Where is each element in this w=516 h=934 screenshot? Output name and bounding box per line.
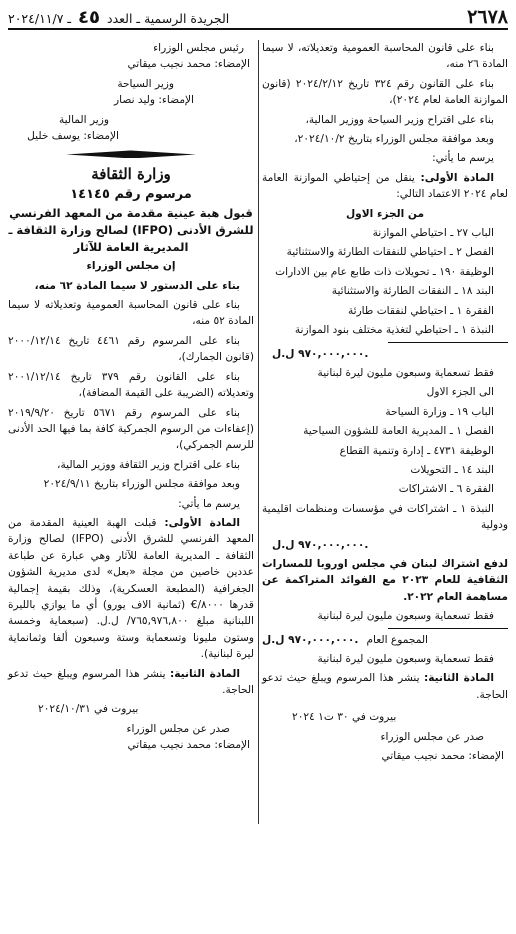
amount-rule <box>388 342 508 343</box>
tourism-minister-signature: الإمضاء: وليد نصار <box>114 94 194 107</box>
budget-line: الفصل ١ ـ المديرية العامة للشؤون السياحية <box>303 425 494 438</box>
issue-number: ٤٥ <box>78 6 101 28</box>
budget-line: الفصل ٢ ـ احتياطي للنفقات الطارئة والاستثنائية <box>286 246 494 259</box>
recital: وبعد موافقة مجلس الوزراء بتاريخ ٢٠٢٤/١٠/٢، <box>294 133 494 146</box>
finance-minister-signature: الإمضاء: يوسف خليل <box>27 130 119 143</box>
recital: بناء على القانون رقم ٣٧٩ تاريخ ٢٠٠١/١٢/١٤ وتعديلاته (الضريبة على القيمة المضافة)، <box>8 370 254 400</box>
signature: الإمضاء: محمد نجيب ميقاتي <box>127 739 250 752</box>
left-column <box>8 40 254 930</box>
article-text: قبلت الهبة العينية المقدمة من المعهد الفرنسي للشرق الأدنى (IFPO) لصالح وزارة الثقافة ـ المديرية العامة للآثار وهي عبارة عن طباعة عددين خاصين من مجلة «بعل» لدى مديرية الشؤون الجغرافية (المطبعة العسكرية)، وذلك بقيمة إجمالية قدرها ٨٠٠٠/€ (ثمانية الاف يورو) أي ما يوازي بالليرة اللبنانية مبلغ ٧٦٥,٩٧٦,٨٠٠/ ل.ل. (سبعماية وخمسة وستون مليونا وتسعماية وستة وسبعون ألفا وثمانماية ليرة لبنانية). <box>8 516 254 661</box>
ministry-heading: وزارة الثقافة <box>91 165 171 184</box>
budget-line: الى الجزء الاول <box>426 386 494 399</box>
decrees-line: يرسم ما يأتي: <box>178 497 240 510</box>
total-label: المجموع العام <box>366 633 428 646</box>
amount: ٩٧٠,٠٠٠,٠٠٠ ل.ل. <box>272 538 369 551</box>
budget-line: البند ١٤ ـ التحويلات <box>410 463 494 476</box>
decree-title: قبول هبة عينية مقدمة من المعهد الفرنسي للشرق الأدنى (IFPO) لصالح وزارة الثقافة ـ المديرية العامة للآثار <box>8 206 254 255</box>
total-rule <box>388 628 508 629</box>
decrees-line: يرسم ما يأتي: <box>432 152 494 165</box>
budget-line: النبذة ١ ـ احتياطي لتغذية مختلف بنود الموازنة <box>294 324 494 337</box>
article-text: ينشر هذا المرسوم ويبلغ حيث تدعو الحاجة. <box>262 672 508 701</box>
constitution-line: بناء على الدستور لا سيما المادة ٦٢ منه، <box>34 279 240 292</box>
budget-line: البند ١٨ ـ النفقات الطارئة والاستثنائية <box>331 285 494 298</box>
signature: الإمضاء: محمد نجيب ميقاتي <box>381 750 504 763</box>
from-part-heading: من الجزء الاول <box>345 207 424 220</box>
budget-line: الوظيفة ٤٧٣١ ـ إدارة وتنمية القطاع <box>339 444 494 457</box>
article-2 <box>8 666 254 699</box>
budget-line: الباب ١٩ ـ وزارة السياحة <box>385 405 494 418</box>
amount: ٩٧٠,٠٠٠,٠٠٠ ل.ل. <box>272 347 369 360</box>
budget-line: النبذة ١ ـ اشتراكات في مؤسسات ومنظمات اقليمية ودولية <box>262 502 508 532</box>
article-text: ينقل من إحتياطي الموازنة العامة لعام ٢٠٢٤ الاعتماد التالي: <box>262 171 508 201</box>
decree-number: مرسوم رقم ١٤١٤٥ <box>70 186 192 202</box>
budget-line: الفقرة ١ ـ احتياطي لنفقات طارئة <box>347 304 494 317</box>
council-line: إن مجلس الوزراء <box>86 260 176 273</box>
article-label: المادة الثانية: <box>423 672 494 685</box>
issue-date: ـ ٢٠٢٤/١١/٧ <box>8 10 72 26</box>
recital: بناء على المرسوم رقم ٥٦٧١ تاريخ ٢٠١٩/٩/٢٠ (إعفاءات من الرسوم الجمركية كافة بما فيها الحد الأدنى للرسم الجمركي)، <box>8 406 254 452</box>
recital: بناء على اقتراح وزير السياحة ووزير المالية، <box>305 113 494 126</box>
recital: وبعد موافقة مجلس الوزراء بتاريخ ٢٠٢٤/٩/١١ <box>43 478 240 491</box>
tourism-minister-title: وزير السياحة <box>117 77 174 90</box>
amount-in-words: فقط تسعماية وسبعون مليون ليرة لبنانية <box>317 366 494 379</box>
article-text: ينشر هذا المرسوم ويبلغ حيث تدعو الحاجة. <box>8 667 254 696</box>
page-number: ٢٦٧٨ <box>467 6 508 28</box>
recital: بناء على المرسوم رقم ٤٤٦١ تاريخ ٢٠٠٠/١٢/١٤ (قانون الجمارك)، <box>8 334 254 364</box>
date-line: بيروت في ٢٠٢٤/١٠/٣١ <box>38 703 139 716</box>
article-label: المادة الأولى: <box>164 516 240 529</box>
section-divider <box>66 150 196 158</box>
budget-line: الباب ٢٧ ـ احتياطي الموازنة <box>372 227 494 240</box>
amount-in-words: فقط تسعماية وسبعون مليون ليرة لبنانية <box>317 610 494 623</box>
article-2 <box>262 670 508 703</box>
budget-line: الوظيفة ١٩٠ ـ تحويلات ذات طابع عام بين الادارات <box>275 265 494 278</box>
budget-line: الفقرة ٦ ـ الاشتراكات <box>398 483 494 496</box>
recital: بناء على قانون المحاسبة العمومية وتعديلاته لا سيما المادة ٥٢ منه، <box>8 299 254 328</box>
gazette-issue-info <box>8 7 229 28</box>
recital: بناء على قانون المحاسبة العمومية وتعديلاته، لا سيما المادة ٢٦ منه، <box>262 42 508 71</box>
purpose: لدفع اشتراك لبنان في مجلس اوروبا للمسارات الثقافية للعام ٢٠٢٣ مع الفوائد المتراكمة عن مساهمة العام ٢٠٢٢. <box>262 557 509 603</box>
recital: بناء على اقتراح وزير الثقافة ووزير المالية، <box>57 458 240 471</box>
page-header <box>8 6 508 30</box>
article-label: المادة الأولى: <box>420 171 494 184</box>
issued-by: صدر عن مجلس الوزراء <box>126 722 230 735</box>
article-1 <box>8 515 254 663</box>
amount-in-words: فقط تسعماية وسبعون مليون ليرة لبنانية <box>317 653 494 665</box>
total-amount: ٩٧٠,٠٠٠,٠٠٠ ل.ل. <box>262 633 359 646</box>
article-label: المادة الثانية: <box>169 667 240 680</box>
recital: بناء على القانون رقم ٣٢٤ تاريخ ٢٠٢٤/٢/١٢ (قانون الموازنة العامة لعام ٢٠٢٤)، <box>262 77 508 107</box>
finance-minister-title: وزير المالية <box>58 113 109 126</box>
column-divider <box>258 40 259 824</box>
issued-by: صدر عن مجلس الوزراء <box>380 730 484 743</box>
pm-signature: الإمضاء: محمد نجيب ميقاتي <box>127 58 250 71</box>
right-column <box>262 40 508 930</box>
pm-title: رئيس مجلس الوزراء <box>153 42 244 54</box>
grand-total <box>262 632 508 648</box>
article-1 <box>262 170 508 203</box>
date-line: بيروت في ٣٠ ت١ ٢٠٢٤ <box>292 711 397 724</box>
gazette-title: الجريدة الرسمية ـ العدد <box>107 10 230 26</box>
